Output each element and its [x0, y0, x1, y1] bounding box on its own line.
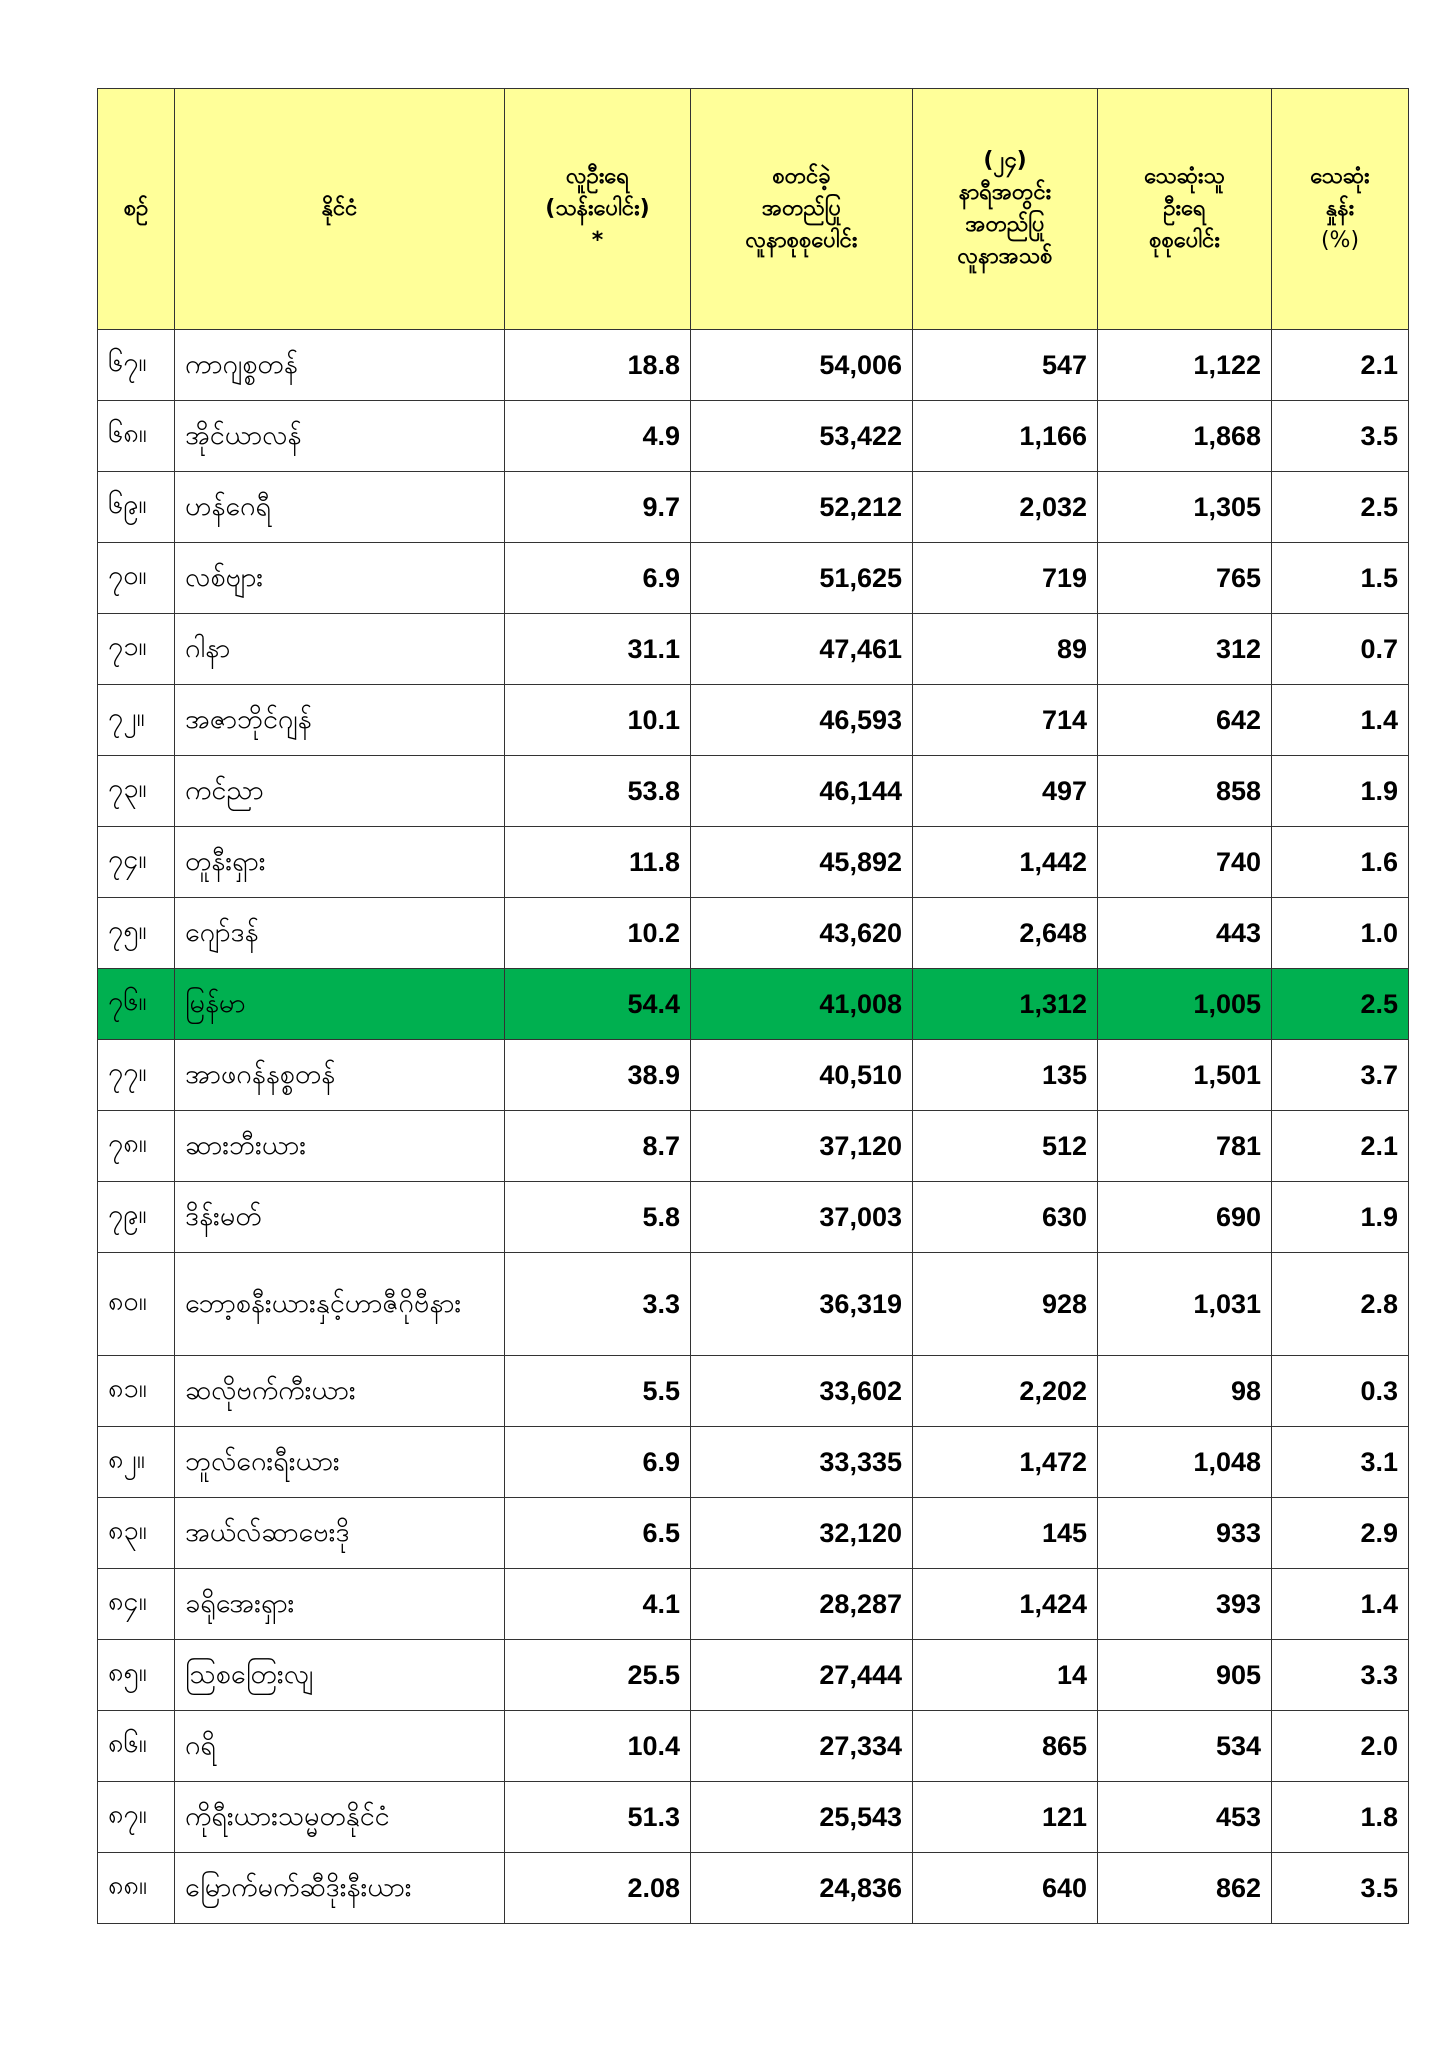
- row-new-cases: 630: [913, 1182, 1098, 1253]
- row-total-cases: 53,422: [691, 401, 913, 472]
- row-total-cases: 36,319: [691, 1253, 913, 1356]
- row-deaths: 642: [1098, 685, 1272, 756]
- row-total-cases: 46,593: [691, 685, 913, 756]
- row-population: 10.2: [505, 898, 691, 969]
- row-total-cases: 47,461: [691, 614, 913, 685]
- row-new-cases: 2,202: [913, 1356, 1098, 1427]
- row-population: 5.8: [505, 1182, 691, 1253]
- table-row: [98, 898, 1409, 969]
- row-country: ကင်ညာ: [175, 756, 505, 827]
- header-population: လူဦးရေ (သန်းပေါင်း) *: [505, 89, 691, 330]
- row-new-cases: 547: [913, 330, 1098, 401]
- table-row: [98, 1498, 1409, 1569]
- row-rank: ၆၈။: [98, 401, 175, 472]
- row-death-rate: 0.7: [1272, 614, 1409, 685]
- table-header: [98, 89, 1409, 330]
- row-death-rate: 2.5: [1272, 969, 1409, 1040]
- row-rank: ၇၅။: [98, 898, 175, 969]
- row-rank: ၈၃။: [98, 1498, 175, 1569]
- row-country: မြန်မာ: [175, 969, 505, 1040]
- row-rank: ၇၉။: [98, 1182, 175, 1253]
- header-death-rate-unit: (%): [1320, 227, 1360, 253]
- row-deaths: 1,501: [1098, 1040, 1272, 1111]
- row-rank: ၇၆။: [98, 969, 175, 1040]
- row-deaths: 1,868: [1098, 401, 1272, 472]
- row-new-cases: 714: [913, 685, 1098, 756]
- table-row: [98, 614, 1409, 685]
- table-row-highlighted: [98, 969, 1409, 1040]
- row-deaths: 765: [1098, 543, 1272, 614]
- row-population: 8.7: [505, 1111, 691, 1182]
- table-row: [98, 756, 1409, 827]
- row-total-cases: 41,008: [691, 969, 913, 1040]
- table-row: [98, 1040, 1409, 1111]
- row-population: 4.1: [505, 1569, 691, 1640]
- table-row: [98, 330, 1409, 401]
- row-deaths: 98: [1098, 1356, 1272, 1427]
- row-population: 31.1: [505, 614, 691, 685]
- row-death-rate: 1.6: [1272, 827, 1409, 898]
- row-new-cases: 640: [913, 1853, 1098, 1924]
- row-total-cases: 52,212: [691, 472, 913, 543]
- header-country: နိုင်ငံ: [175, 89, 505, 330]
- row-new-cases: 1,472: [913, 1427, 1098, 1498]
- row-rank: ၆၇။: [98, 330, 175, 401]
- row-deaths: 740: [1098, 827, 1272, 898]
- row-death-rate: 3.1: [1272, 1427, 1409, 1498]
- table-row: [98, 472, 1409, 543]
- row-rank: ၇၃။: [98, 756, 175, 827]
- row-new-cases: 145: [913, 1498, 1098, 1569]
- row-new-cases: 928: [913, 1253, 1098, 1356]
- row-new-cases: 1,442: [913, 827, 1098, 898]
- row-population: 51.3: [505, 1782, 691, 1853]
- row-rank: ၈၁။: [98, 1356, 175, 1427]
- row-total-cases: 27,444: [691, 1640, 913, 1711]
- table-row: [98, 543, 1409, 614]
- row-rank: ၇၈။: [98, 1111, 175, 1182]
- row-deaths: 1,005: [1098, 969, 1272, 1040]
- row-population: 11.8: [505, 827, 691, 898]
- row-country: တူနီးရှား: [175, 827, 505, 898]
- table-row: [98, 685, 1409, 756]
- row-rank: ၈၀။: [98, 1253, 175, 1356]
- row-new-cases: 719: [913, 543, 1098, 614]
- row-death-rate: 2.1: [1272, 1111, 1409, 1182]
- row-population: 2.08: [505, 1853, 691, 1924]
- row-rank: ၈၄။: [98, 1569, 175, 1640]
- row-country: ဟန်ဂေရီ: [175, 472, 505, 543]
- row-new-cases: 1,424: [913, 1569, 1098, 1640]
- row-death-rate: 2.1: [1272, 330, 1409, 401]
- row-country: အိုင်ယာလန်: [175, 401, 505, 472]
- row-new-cases: 1,312: [913, 969, 1098, 1040]
- row-rank: ၇၁။: [98, 614, 175, 685]
- row-death-rate: 2.8: [1272, 1253, 1409, 1356]
- row-country: ဘော့စနီးယားနှင့်ဟာဇီဂိုဗီနား: [175, 1253, 505, 1356]
- row-population: 18.8: [505, 330, 691, 401]
- row-deaths: 443: [1098, 898, 1272, 969]
- row-country: ကိုရီးယားသမ္မတနိုင်ငံ: [175, 1782, 505, 1853]
- row-rank: ၇၄။: [98, 827, 175, 898]
- table-row: [98, 401, 1409, 472]
- row-population: 10.4: [505, 1711, 691, 1782]
- row-death-rate: 1.9: [1272, 756, 1409, 827]
- row-new-cases: 2,648: [913, 898, 1098, 969]
- table-row: [98, 827, 1409, 898]
- row-deaths: 933: [1098, 1498, 1272, 1569]
- row-rank: ၇၀။: [98, 543, 175, 614]
- row-new-cases: 121: [913, 1782, 1098, 1853]
- row-new-cases: 497: [913, 756, 1098, 827]
- row-country: ဂရိ: [175, 1711, 505, 1782]
- row-population: 6.9: [505, 1427, 691, 1498]
- row-total-cases: 45,892: [691, 827, 913, 898]
- row-country: လစ်ဗျား: [175, 543, 505, 614]
- row-death-rate: 1.4: [1272, 1569, 1409, 1640]
- row-total-cases: 28,287: [691, 1569, 913, 1640]
- row-country: ခရိုအေးရှား: [175, 1569, 505, 1640]
- row-country: ဂျော်ဒန်: [175, 898, 505, 969]
- row-rank: ၈၇။: [98, 1782, 175, 1853]
- row-death-rate: 1.8: [1272, 1782, 1409, 1853]
- row-new-cases: 89: [913, 614, 1098, 685]
- row-new-cases: 14: [913, 1640, 1098, 1711]
- row-country: ကာဂျစ္စတန်: [175, 330, 505, 401]
- table-row: [98, 1711, 1409, 1782]
- header-rank: စဉ်: [98, 89, 175, 330]
- row-deaths: 393: [1098, 1569, 1272, 1640]
- row-death-rate: 3.7: [1272, 1040, 1409, 1111]
- row-deaths: 905: [1098, 1640, 1272, 1711]
- row-population: 3.3: [505, 1253, 691, 1356]
- row-country: အယ်လ်ဆာဗေးဒို: [175, 1498, 505, 1569]
- row-total-cases: 33,602: [691, 1356, 913, 1427]
- row-country: မြောက်မက်ဆီဒိုးနီးယား: [175, 1853, 505, 1924]
- row-population: 9.7: [505, 472, 691, 543]
- row-deaths: 862: [1098, 1853, 1272, 1924]
- row-population: 5.5: [505, 1356, 691, 1427]
- row-deaths: 690: [1098, 1182, 1272, 1253]
- table-row: [98, 1427, 1409, 1498]
- table-row: [98, 1853, 1409, 1924]
- header-deaths: သေဆုံးသူ ဦးရေ စုစုပေါင်း: [1098, 89, 1272, 330]
- row-new-cases: 512: [913, 1111, 1098, 1182]
- row-rank: ၈၆။: [98, 1711, 175, 1782]
- row-new-cases: 1,166: [913, 401, 1098, 472]
- row-death-rate: 3.5: [1272, 1853, 1409, 1924]
- row-total-cases: 40,510: [691, 1040, 913, 1111]
- row-country: ဆလိုဗက်ကီးယား: [175, 1356, 505, 1427]
- row-deaths: 1,305: [1098, 472, 1272, 543]
- row-total-cases: 37,003: [691, 1182, 913, 1253]
- header-death-rate: သေဆုံး နှုန်း (%): [1272, 89, 1409, 330]
- row-population: 54.4: [505, 969, 691, 1040]
- row-deaths: 1,122: [1098, 330, 1272, 401]
- row-deaths: 534: [1098, 1711, 1272, 1782]
- row-total-cases: 27,334: [691, 1711, 913, 1782]
- row-country: အာဖဂန်နစ္စတန်: [175, 1040, 505, 1111]
- row-country: သြစတြေးလျ: [175, 1640, 505, 1711]
- table-row: [98, 1569, 1409, 1640]
- row-deaths: 1,048: [1098, 1427, 1272, 1498]
- table-row: [98, 1111, 1409, 1182]
- row-death-rate: 1.4: [1272, 685, 1409, 756]
- row-new-cases: 135: [913, 1040, 1098, 1111]
- row-total-cases: 25,543: [691, 1782, 913, 1853]
- row-death-rate: 1.5: [1272, 543, 1409, 614]
- row-population: 6.5: [505, 1498, 691, 1569]
- row-population: 4.9: [505, 401, 691, 472]
- row-rank: ၇၇။: [98, 1040, 175, 1111]
- row-country: ဒိန်းမတ်: [175, 1182, 505, 1253]
- row-death-rate: 3.5: [1272, 401, 1409, 472]
- row-country: အဇာဘိုင်ဂျန်: [175, 685, 505, 756]
- row-death-rate: 1.0: [1272, 898, 1409, 969]
- row-population: 10.1: [505, 685, 691, 756]
- row-total-cases: 46,144: [691, 756, 913, 827]
- table-body: [98, 330, 1409, 1924]
- header-new-cases: (၂၄) နာရီအတွင်း အတည်ပြု လူနာအသစ်: [913, 89, 1098, 330]
- row-population: 38.9: [505, 1040, 691, 1111]
- row-country: ဆားဘီးယား: [175, 1111, 505, 1182]
- row-new-cases: 865: [913, 1711, 1098, 1782]
- row-country: ဂါနာ: [175, 614, 505, 685]
- row-population: 53.8: [505, 756, 691, 827]
- row-rank: ၈၂။: [98, 1427, 175, 1498]
- row-country: ဘူလ်ဂေးရီးယား: [175, 1427, 505, 1498]
- row-deaths: 453: [1098, 1782, 1272, 1853]
- row-total-cases: 43,620: [691, 898, 913, 969]
- table-row: [98, 1356, 1409, 1427]
- row-death-rate: 0.3: [1272, 1356, 1409, 1427]
- row-total-cases: 32,120: [691, 1498, 913, 1569]
- row-rank: ၆၉။: [98, 472, 175, 543]
- row-total-cases: 54,006: [691, 330, 913, 401]
- row-total-cases: 24,836: [691, 1853, 913, 1924]
- table-row: [98, 1182, 1409, 1253]
- row-death-rate: 2.9: [1272, 1498, 1409, 1569]
- row-total-cases: 33,335: [691, 1427, 913, 1498]
- row-total-cases: 37,120: [691, 1111, 913, 1182]
- covid-stats-table: [97, 88, 1409, 1924]
- row-death-rate: 1.9: [1272, 1182, 1409, 1253]
- row-deaths: 1,031: [1098, 1253, 1272, 1356]
- table-row: [98, 1782, 1409, 1853]
- row-death-rate: 2.0: [1272, 1711, 1409, 1782]
- row-death-rate: 2.5: [1272, 472, 1409, 543]
- row-deaths: 858: [1098, 756, 1272, 827]
- row-population: 25.5: [505, 1640, 691, 1711]
- header-total-cases: စတင်ခဲ့ အတည်ပြု လူနာစုစုပေါင်း: [691, 89, 913, 330]
- table-row: [98, 1640, 1409, 1711]
- row-deaths: 781: [1098, 1111, 1272, 1182]
- table-row: [98, 1253, 1409, 1356]
- row-deaths: 312: [1098, 614, 1272, 685]
- row-death-rate: 3.3: [1272, 1640, 1409, 1711]
- row-rank: ၇၂။: [98, 685, 175, 756]
- row-rank: ၈၅။: [98, 1640, 175, 1711]
- row-total-cases: 51,625: [691, 543, 913, 614]
- row-new-cases: 2,032: [913, 472, 1098, 543]
- row-rank: ၈၈။: [98, 1853, 175, 1924]
- header-row: [98, 89, 1409, 330]
- row-population: 6.9: [505, 543, 691, 614]
